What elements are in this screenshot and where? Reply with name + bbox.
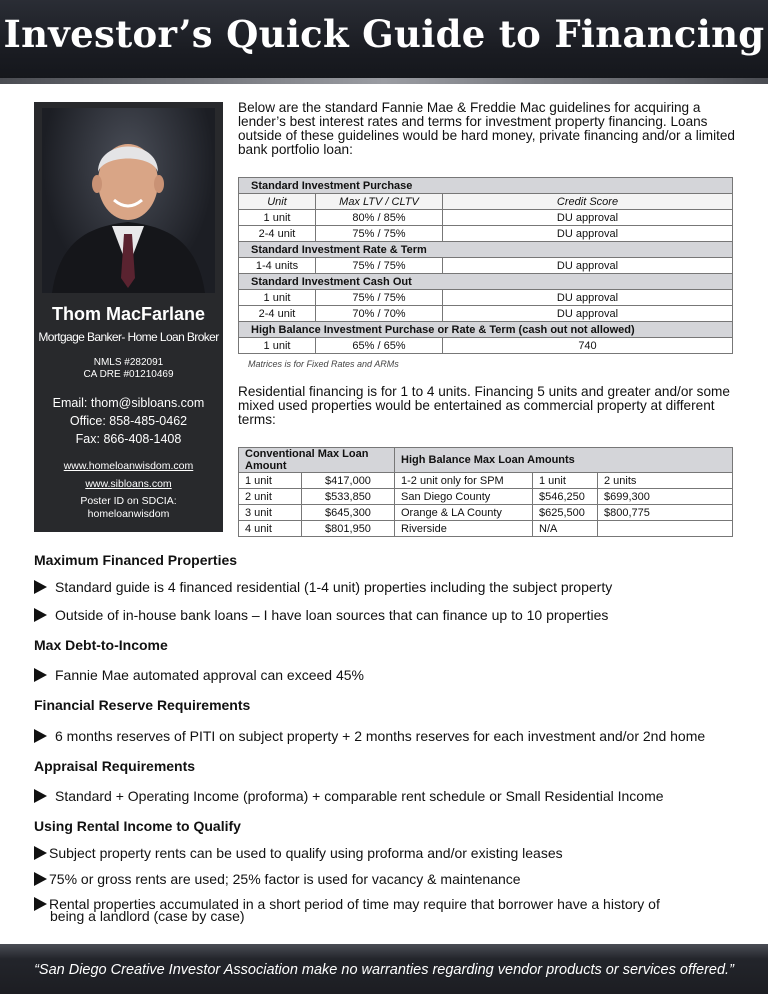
bullet-arrow-icon: [34, 729, 47, 743]
table-cell: 75% / 75%: [316, 290, 443, 306]
column-header: Credit Score: [443, 194, 733, 210]
heading-max-financed: Maximum Financed Properties: [34, 552, 238, 568]
loan-limits-table: [238, 447, 733, 537]
investment-guidelines-table: [238, 177, 733, 354]
bullet-item: [34, 607, 734, 623]
residential-paragraph: Residential financing is for 1 to 4 units. Financing 5 units and greater and/or some mixed used properties would be entertained as commercial property at different terms:: [238, 384, 730, 427]
fax-number: Fax: 866-408-1408: [75, 432, 182, 446]
table-cell: DU approval: [443, 306, 733, 322]
table-cell: 2 unit: [239, 489, 302, 505]
footer-banner: [0, 944, 768, 994]
bullet-arrow-icon: [34, 608, 47, 622]
table-cell: 2-4 unit: [239, 226, 316, 242]
table-cell: N/A: [533, 521, 598, 537]
table-cell: 3 unit: [239, 505, 302, 521]
bullet-item: [34, 897, 734, 922]
table-row: [239, 226, 733, 242]
section-row-high-balance: High Balance Investment Purchase or Rate & Term (cash out not allowed): [239, 322, 733, 338]
table-cell: DU approval: [443, 290, 733, 306]
table-cell: San Diego County: [395, 489, 533, 505]
table-cell: 1 unit: [239, 473, 302, 489]
table-cell: 80% / 85%: [316, 210, 443, 226]
table-cell: $645,300: [302, 505, 395, 521]
table-cell: $625,500: [533, 505, 598, 521]
page-title: Investor’s Quick Guide to Financing: [3, 12, 765, 56]
table-cell: 2-4 unit: [239, 306, 316, 322]
table-cell: 4 unit: [239, 521, 302, 537]
bullet-text: Fannie Mae automated approval can exceed 45%: [55, 667, 364, 683]
table-cell: 75% / 75%: [316, 226, 443, 242]
broker-photo: [42, 108, 215, 293]
bullet-text: Subject property rents can be used to qualify using proforma and/or existing leases: [49, 845, 563, 861]
bullet-arrow-icon: [34, 846, 47, 860]
table-cell: [598, 521, 733, 537]
poster-id-value: homeloanwisdom: [87, 508, 170, 520]
table-cell: 1 unit: [239, 290, 316, 306]
column-header-conventional: Conventional Max Loan Amount: [239, 448, 395, 473]
table-cell: Riverside: [395, 521, 533, 537]
section-row-rate-term: Standard Investment Rate & Term: [239, 242, 733, 258]
table-cell: $699,300: [598, 489, 733, 505]
table-row: [239, 290, 733, 306]
broker-name: Thom MacFarlane: [51, 304, 206, 324]
table-row: [239, 473, 733, 489]
bullet-text: Outside of in-house bank loans – I have loan sources that can finance up to 10 properties: [55, 607, 609, 623]
bullet-text: Standard + Operating Income (proforma) + comparable rent schedule or Small Residential Income: [55, 788, 664, 804]
website-link-homeloanwisdom[interactable]: www.homeloanwisdom.com: [63, 460, 194, 472]
bullet-arrow-icon: [34, 789, 47, 803]
table-footnote: Matrices is for Fixed Rates and ARMs: [248, 359, 399, 369]
bullet-arrow-icon: [34, 872, 47, 886]
bullet-text-continued: being a landlord (case by case): [50, 908, 245, 924]
header-banner: [0, 0, 768, 84]
table-cell: 1 unit: [239, 338, 316, 354]
table-cell: DU approval: [443, 258, 733, 274]
heading-dti: Max Debt-to-Income: [34, 637, 168, 653]
table-cell: $800,775: [598, 505, 733, 521]
heading-reserves: Financial Reserve Requirements: [34, 697, 251, 713]
section-row-cash-out: Standard Investment Cash Out: [239, 274, 733, 290]
table-cell: 65% / 65%: [316, 338, 443, 354]
table-row: [239, 258, 733, 274]
heading-appraisal: Appraisal Requirements: [34, 758, 196, 774]
table-cell: 2 units: [598, 473, 733, 489]
column-header: Unit: [239, 194, 316, 210]
bullet-item: [34, 728, 734, 744]
email-contact[interactable]: Email: thom@sibloans.com: [52, 396, 205, 410]
bullet-item: [34, 788, 734, 804]
column-header: Max LTV / CLTV: [316, 194, 443, 210]
table-cell: 1 unit: [239, 210, 316, 226]
intro-paragraph: Below are the standard Fannie Mae & Freddie Mac guidelines for acquiring a lender’s best interest rates and terms for investment property financing. Loans outside of these guidelines would be hard money, private financing and/or a limited bank portfolio loan:: [238, 100, 735, 157]
section-row-purchase: Standard Investment Purchase: [239, 178, 733, 194]
bullet-item: [34, 579, 734, 595]
office-phone: Office: 858-485-0462: [69, 414, 188, 428]
table-cell: 740: [443, 338, 733, 354]
table-row: [239, 306, 733, 322]
table-row: [239, 338, 733, 354]
bullet-text: Standard guide is 4 financed residential (1-4 unit) properties including the subject property: [55, 579, 613, 595]
table-cell: $801,950: [302, 521, 395, 537]
table-cell: 75% / 75%: [316, 258, 443, 274]
bullet-text: 75% or gross rents are used; 25% factor is used for vacancy & maintenance: [49, 871, 521, 887]
dre-number: CA DRE #01210469: [83, 369, 174, 380]
table-row: [239, 210, 733, 226]
table-cell: 1 unit: [533, 473, 598, 489]
nmls-number: NMLS #282091: [93, 357, 164, 368]
table-cell: Orange & LA County: [395, 505, 533, 521]
table-cell: $417,000: [302, 473, 395, 489]
table-cell: DU approval: [443, 210, 733, 226]
broker-sidebar: [34, 102, 223, 532]
poster-id-label: Poster ID on SDCIA:: [80, 495, 177, 507]
bullet-item: [34, 845, 734, 861]
bullet-arrow-icon: [34, 668, 47, 682]
table-cell: $546,250: [533, 489, 598, 505]
table-row: [239, 521, 733, 537]
table-cell: $533,850: [302, 489, 395, 505]
bullet-text: Rental properties accumulated in a short period of time may require that borrower have a history of: [49, 896, 660, 912]
bullet-text: 6 months reserves of PITI on subject property + 2 months reserves for each investment and/or 2nd home: [55, 728, 706, 744]
bullet-item: [34, 871, 734, 887]
website-link-sibloans[interactable]: www.sibloans.com: [85, 478, 172, 490]
column-header-high-balance: High Balance Max Loan Amounts: [395, 448, 733, 473]
table-cell: 1-4 units: [239, 258, 316, 274]
bullet-item: [34, 667, 734, 683]
table-row: [239, 489, 733, 505]
footer-disclaimer: “San Diego Creative Investor Association make no warranties regarding vendor products or services offered.”: [34, 962, 734, 978]
bullet-arrow-icon: [34, 580, 47, 594]
broker-role: Mortgage Banker- Home Loan Broker: [38, 330, 219, 344]
table-cell: DU approval: [443, 226, 733, 242]
table-cell: 70% / 70%: [316, 306, 443, 322]
table-cell: 1-2 unit only for SPM: [395, 473, 533, 489]
heading-rental-income: Using Rental Income to Qualify: [34, 818, 241, 834]
table-row: [239, 505, 733, 521]
